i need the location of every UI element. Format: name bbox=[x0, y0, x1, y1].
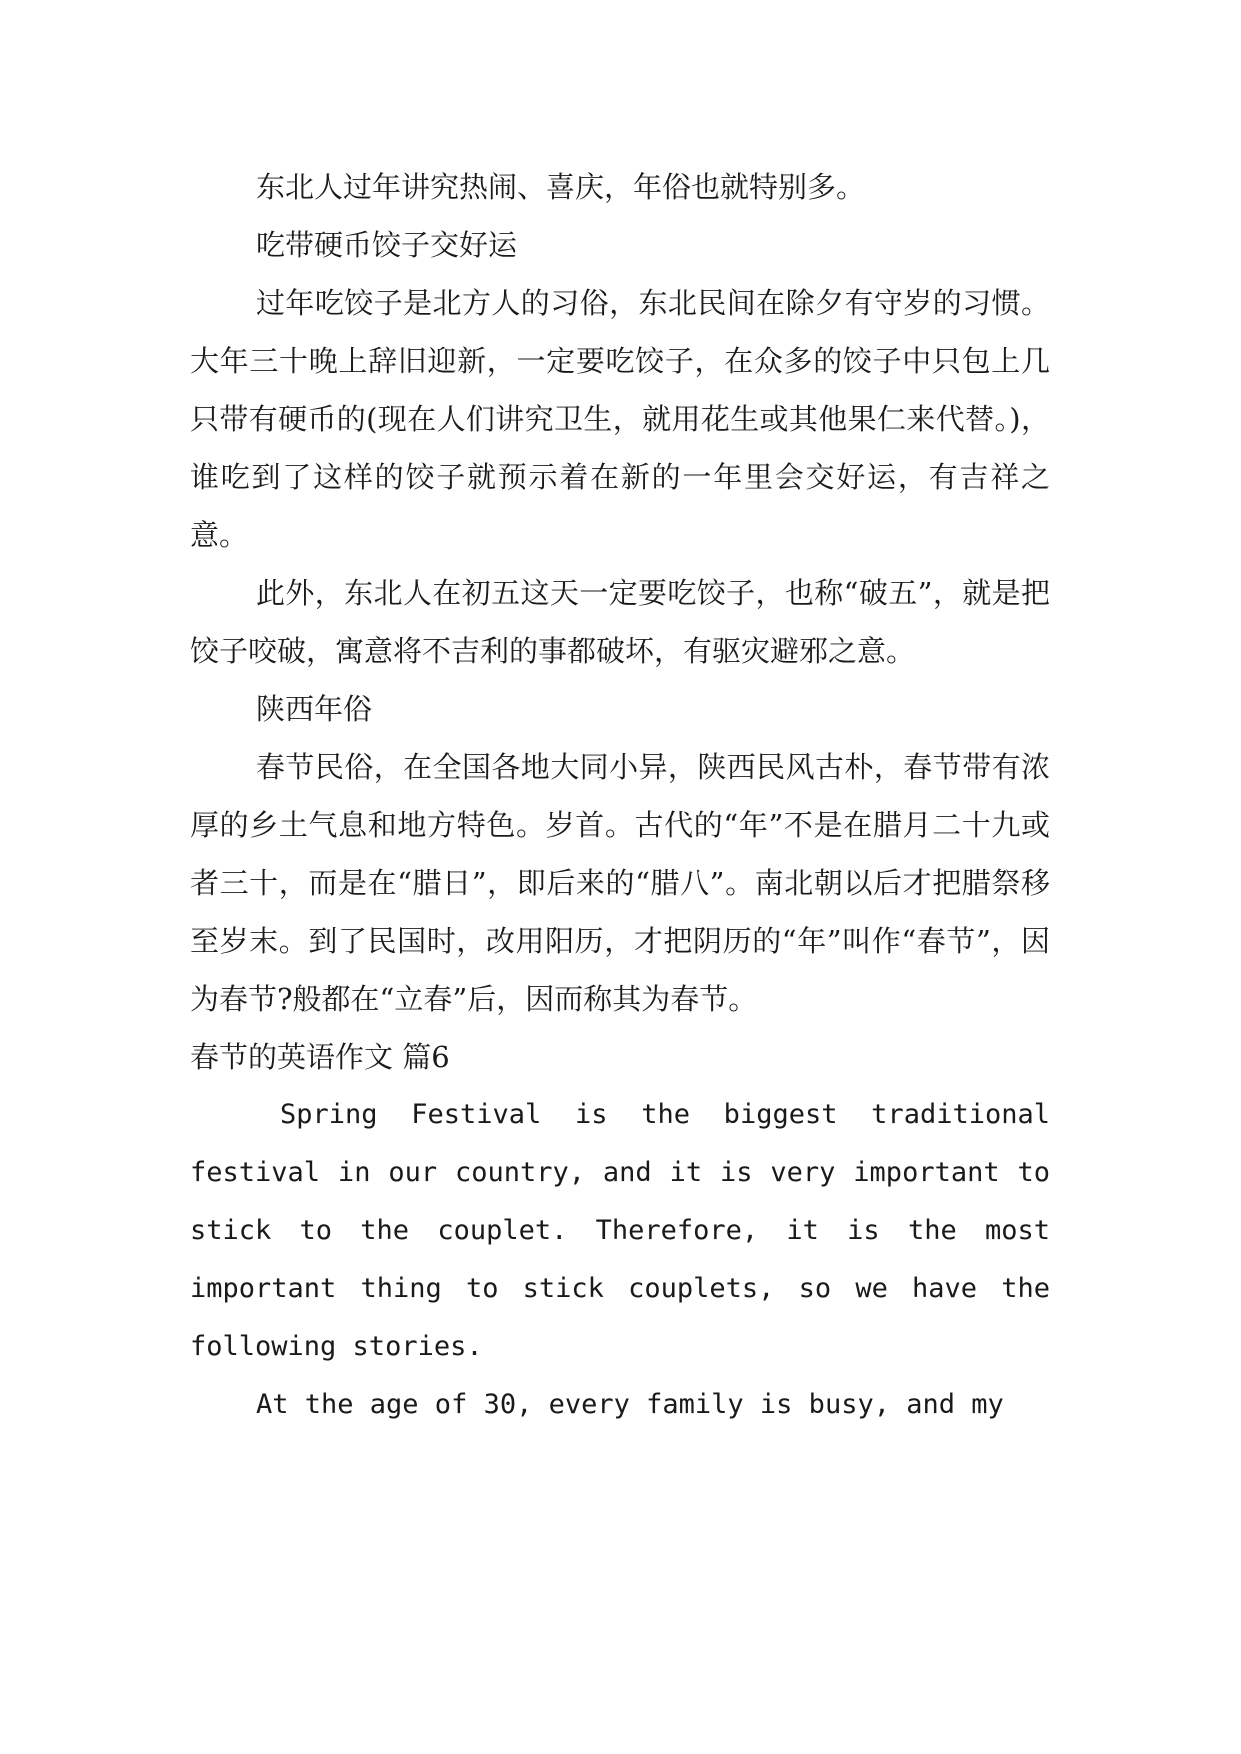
paragraph-dumpling-custom: 过年吃饺子是北方人的习俗，东北民间在除夕有守岁的习惯。大年三十晚上辞旧迎新，一定要吃饺子，在众多的饺子中只包上几只带有硬币的(现在人们讲究卫生，就用花生或其他果仁来代替。)，谁吃到了这样的饺子就预示着在新的一年里会交好运，有吉祥之意。 bbox=[190, 286, 1050, 552]
document-body bbox=[190, 158, 1050, 1434]
subheading-shaanxi: 陕西年俗 bbox=[256, 692, 373, 726]
section-title: 春节的英语作文 篇6 bbox=[190, 1040, 450, 1074]
paragraph-intro: 东北人过年讲究热闹、喜庆，年俗也就特别多。 bbox=[256, 170, 866, 204]
subheading-dumpling-coin: 吃带硬币饺子交好运 bbox=[256, 228, 518, 262]
paragraph-powu: 此外，东北人在初五这天一定要吃饺子，也称“破五”，就是把饺子咬破，寓意将不吉利的事都破坏，有驱灾避邪之意。 bbox=[190, 576, 1050, 668]
paragraph-shaanxi-custom: 春节民俗，在全国各地大同小异，陕西民风古朴，春节带有浓厚的乡土气息和地方特色。岁首。古代的“年”不是在腊月二十九或者三十，而是在“腊日”，即后来的“腊八”。南北朝以后才把腊祭移至岁末。到了民国时，改用阳历，才把阴历的“年”叫作“春节”，因为春节?般都在“立春”后，因而称其为春节。 bbox=[190, 750, 1050, 1016]
paragraph-english-2: At the age of 30, every family is busy, and my bbox=[256, 1389, 1004, 1420]
paragraph-english-1: Spring Festival is the biggest traditional festival in our country, and it is very important to stick to the couplet. Therefore, it is the most important thing to stick couplets, so we have the following stories. bbox=[190, 1099, 1050, 1362]
